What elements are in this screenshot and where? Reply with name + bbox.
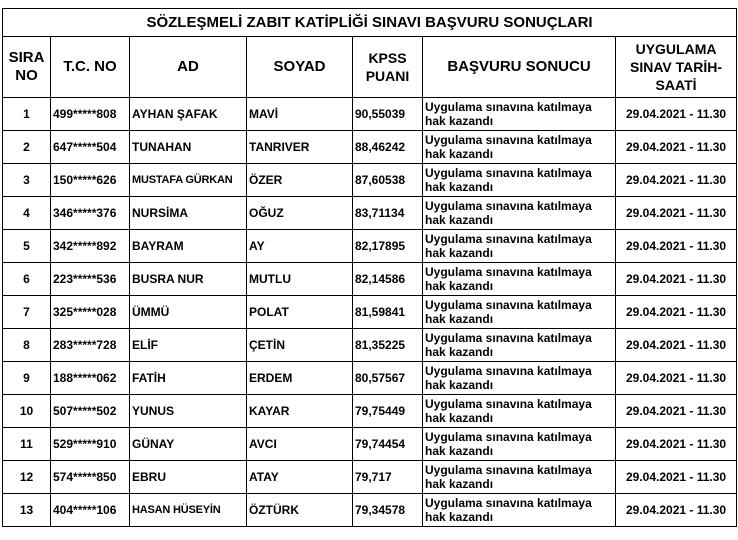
cell-tarih: 29.04.2021 - 11.30 (616, 329, 737, 362)
table-row (3, 164, 737, 197)
cell-tc: 404*****106 (51, 494, 130, 527)
table-row (3, 461, 737, 494)
cell-ad: BUSRA NUR (130, 263, 247, 296)
cell-sonuc: Uygulama sınavına katılmaya hak kazandı (423, 230, 616, 263)
cell-soyad: AY (247, 230, 353, 263)
cell-puan: 83,71134 (353, 197, 423, 230)
table-row (3, 395, 737, 428)
cell-soyad: MUTLU (247, 263, 353, 296)
cell-sonuc: Uygulama sınavına katılmaya hak kazandı (423, 296, 616, 329)
cell-tarih: 29.04.2021 - 11.30 (616, 131, 737, 164)
cell-ad: ELİF (130, 329, 247, 362)
cell-puan: 79,34578 (353, 494, 423, 527)
cell-tc: 283*****728 (51, 329, 130, 362)
cell-sonuc: Uygulama sınavına katılmaya hak kazandı (423, 494, 616, 527)
cell-puan: 81,35225 (353, 329, 423, 362)
cell-puan: 81,59841 (353, 296, 423, 329)
cell-sonuc: Uygulama sınavına katılmaya hak kazandı (423, 329, 616, 362)
cell-puan: 79,74454 (353, 428, 423, 461)
cell-sira: 8 (3, 329, 51, 362)
cell-tarih: 29.04.2021 - 11.30 (616, 395, 737, 428)
cell-tc: 507*****502 (51, 395, 130, 428)
cell-tarih: 29.04.2021 - 11.30 (616, 461, 737, 494)
header-tarih: UYGULAMA SINAV TARİH-SAATİ (616, 37, 737, 98)
cell-tarih: 29.04.2021 - 11.30 (616, 230, 737, 263)
cell-sonuc: Uygulama sınavına katılmaya hak kazandı (423, 197, 616, 230)
cell-ad: AYHAN ŞAFAK (130, 98, 247, 131)
cell-sonuc: Uygulama sınavına katılmaya hak kazandı (423, 428, 616, 461)
cell-soyad: ÖZTÜRK (247, 494, 353, 527)
table-row (3, 329, 737, 362)
cell-tarih: 29.04.2021 - 11.30 (616, 263, 737, 296)
cell-tarih: 29.04.2021 - 11.30 (616, 296, 737, 329)
cell-puan: 90,55039 (353, 98, 423, 131)
cell-sira: 2 (3, 131, 51, 164)
cell-sira: 1 (3, 98, 51, 131)
cell-ad: ÜMMÜ (130, 296, 247, 329)
cell-puan: 87,60538 (353, 164, 423, 197)
cell-sonuc: Uygulama sınavına katılmaya hak kazandı (423, 164, 616, 197)
cell-tc: 499*****808 (51, 98, 130, 131)
cell-tc: 574*****850 (51, 461, 130, 494)
cell-tarih: 29.04.2021 - 11.30 (616, 428, 737, 461)
cell-sonuc: Uygulama sınavına katılmaya hak kazandı (423, 362, 616, 395)
table-row (3, 296, 737, 329)
cell-sira: 5 (3, 230, 51, 263)
cell-sira: 9 (3, 362, 51, 395)
cell-ad: NURSİMA (130, 197, 247, 230)
header-puan: KPSS PUANI (353, 37, 423, 98)
cell-tarih: 29.04.2021 - 11.30 (616, 197, 737, 230)
cell-sira: 11 (3, 428, 51, 461)
cell-tc: 325*****028 (51, 296, 130, 329)
table-row (3, 494, 737, 527)
cell-tc: 647*****504 (51, 131, 130, 164)
cell-soyad: MAVİ (247, 98, 353, 131)
cell-sira: 6 (3, 263, 51, 296)
cell-ad: FATİH (130, 362, 247, 395)
cell-puan: 79,75449 (353, 395, 423, 428)
cell-tc: 188*****062 (51, 362, 130, 395)
cell-sira: 7 (3, 296, 51, 329)
cell-sira: 3 (3, 164, 51, 197)
header-tc: T.C. NO (51, 37, 130, 98)
cell-sira: 4 (3, 197, 51, 230)
cell-ad: YUNUS (130, 395, 247, 428)
table-title: SÖZLEŞMELİ ZABIT KATİPLİĞİ SINAVI BAŞVURU SONUÇLARI (3, 9, 737, 37)
cell-ad: GÜNAY (130, 428, 247, 461)
cell-sonuc: Uygulama sınavına katılmaya hak kazandı (423, 461, 616, 494)
cell-sira: 12 (3, 461, 51, 494)
header-row (3, 37, 737, 98)
table-body (3, 98, 737, 527)
cell-puan: 80,57567 (353, 362, 423, 395)
cell-puan: 88,46242 (353, 131, 423, 164)
cell-soyad: POLAT (247, 296, 353, 329)
header-ad: AD (130, 37, 247, 98)
table-row (3, 362, 737, 395)
cell-tarih: 29.04.2021 - 11.30 (616, 98, 737, 131)
cell-soyad: ÖZER (247, 164, 353, 197)
cell-soyad: OĞUZ (247, 197, 353, 230)
cell-puan: 79,717 (353, 461, 423, 494)
cell-soyad: ÇETİN (247, 329, 353, 362)
cell-puan: 82,14586 (353, 263, 423, 296)
results-document (2, 8, 736, 527)
cell-ad: TUNAHAN (130, 131, 247, 164)
cell-tc: 150*****626 (51, 164, 130, 197)
cell-sira: 13 (3, 494, 51, 527)
cell-soyad: ERDEM (247, 362, 353, 395)
table-row (3, 131, 737, 164)
title-row (3, 9, 737, 37)
cell-sonuc: Uygulama sınavına katılmaya hak kazandı (423, 131, 616, 164)
cell-ad: HASAN HÜSEYİN (130, 494, 247, 527)
cell-tarih: 29.04.2021 - 11.30 (616, 362, 737, 395)
results-table (2, 8, 737, 527)
cell-tc: 342*****892 (51, 230, 130, 263)
cell-tc: 529*****910 (51, 428, 130, 461)
cell-tc: 223*****536 (51, 263, 130, 296)
cell-sonuc: Uygulama sınavına katılmaya hak kazandı (423, 395, 616, 428)
table-row (3, 428, 737, 461)
header-sonuc: BAŞVURU SONUCU (423, 37, 616, 98)
cell-sonuc: Uygulama sınavına katılmaya hak kazandı (423, 98, 616, 131)
table-row (3, 230, 737, 263)
header-soyad: SOYAD (247, 37, 353, 98)
cell-tarih: 29.04.2021 - 11.30 (616, 494, 737, 527)
cell-puan: 82,17895 (353, 230, 423, 263)
cell-soyad: ATAY (247, 461, 353, 494)
cell-ad: EBRU (130, 461, 247, 494)
table-row (3, 263, 737, 296)
cell-sonuc: Uygulama sınavına katılmaya hak kazandı (423, 263, 616, 296)
cell-tarih: 29.04.2021 - 11.30 (616, 164, 737, 197)
cell-ad: BAYRAM (130, 230, 247, 263)
cell-sira: 10 (3, 395, 51, 428)
cell-soyad: AVCI (247, 428, 353, 461)
table-row (3, 98, 737, 131)
header-sira: SIRA NO (3, 37, 51, 98)
table-row (3, 197, 737, 230)
cell-tc: 346*****376 (51, 197, 130, 230)
cell-soyad: KAYAR (247, 395, 353, 428)
cell-soyad: TANRIVER (247, 131, 353, 164)
cell-ad: MUSTAFA GÜRKAN (130, 164, 247, 197)
